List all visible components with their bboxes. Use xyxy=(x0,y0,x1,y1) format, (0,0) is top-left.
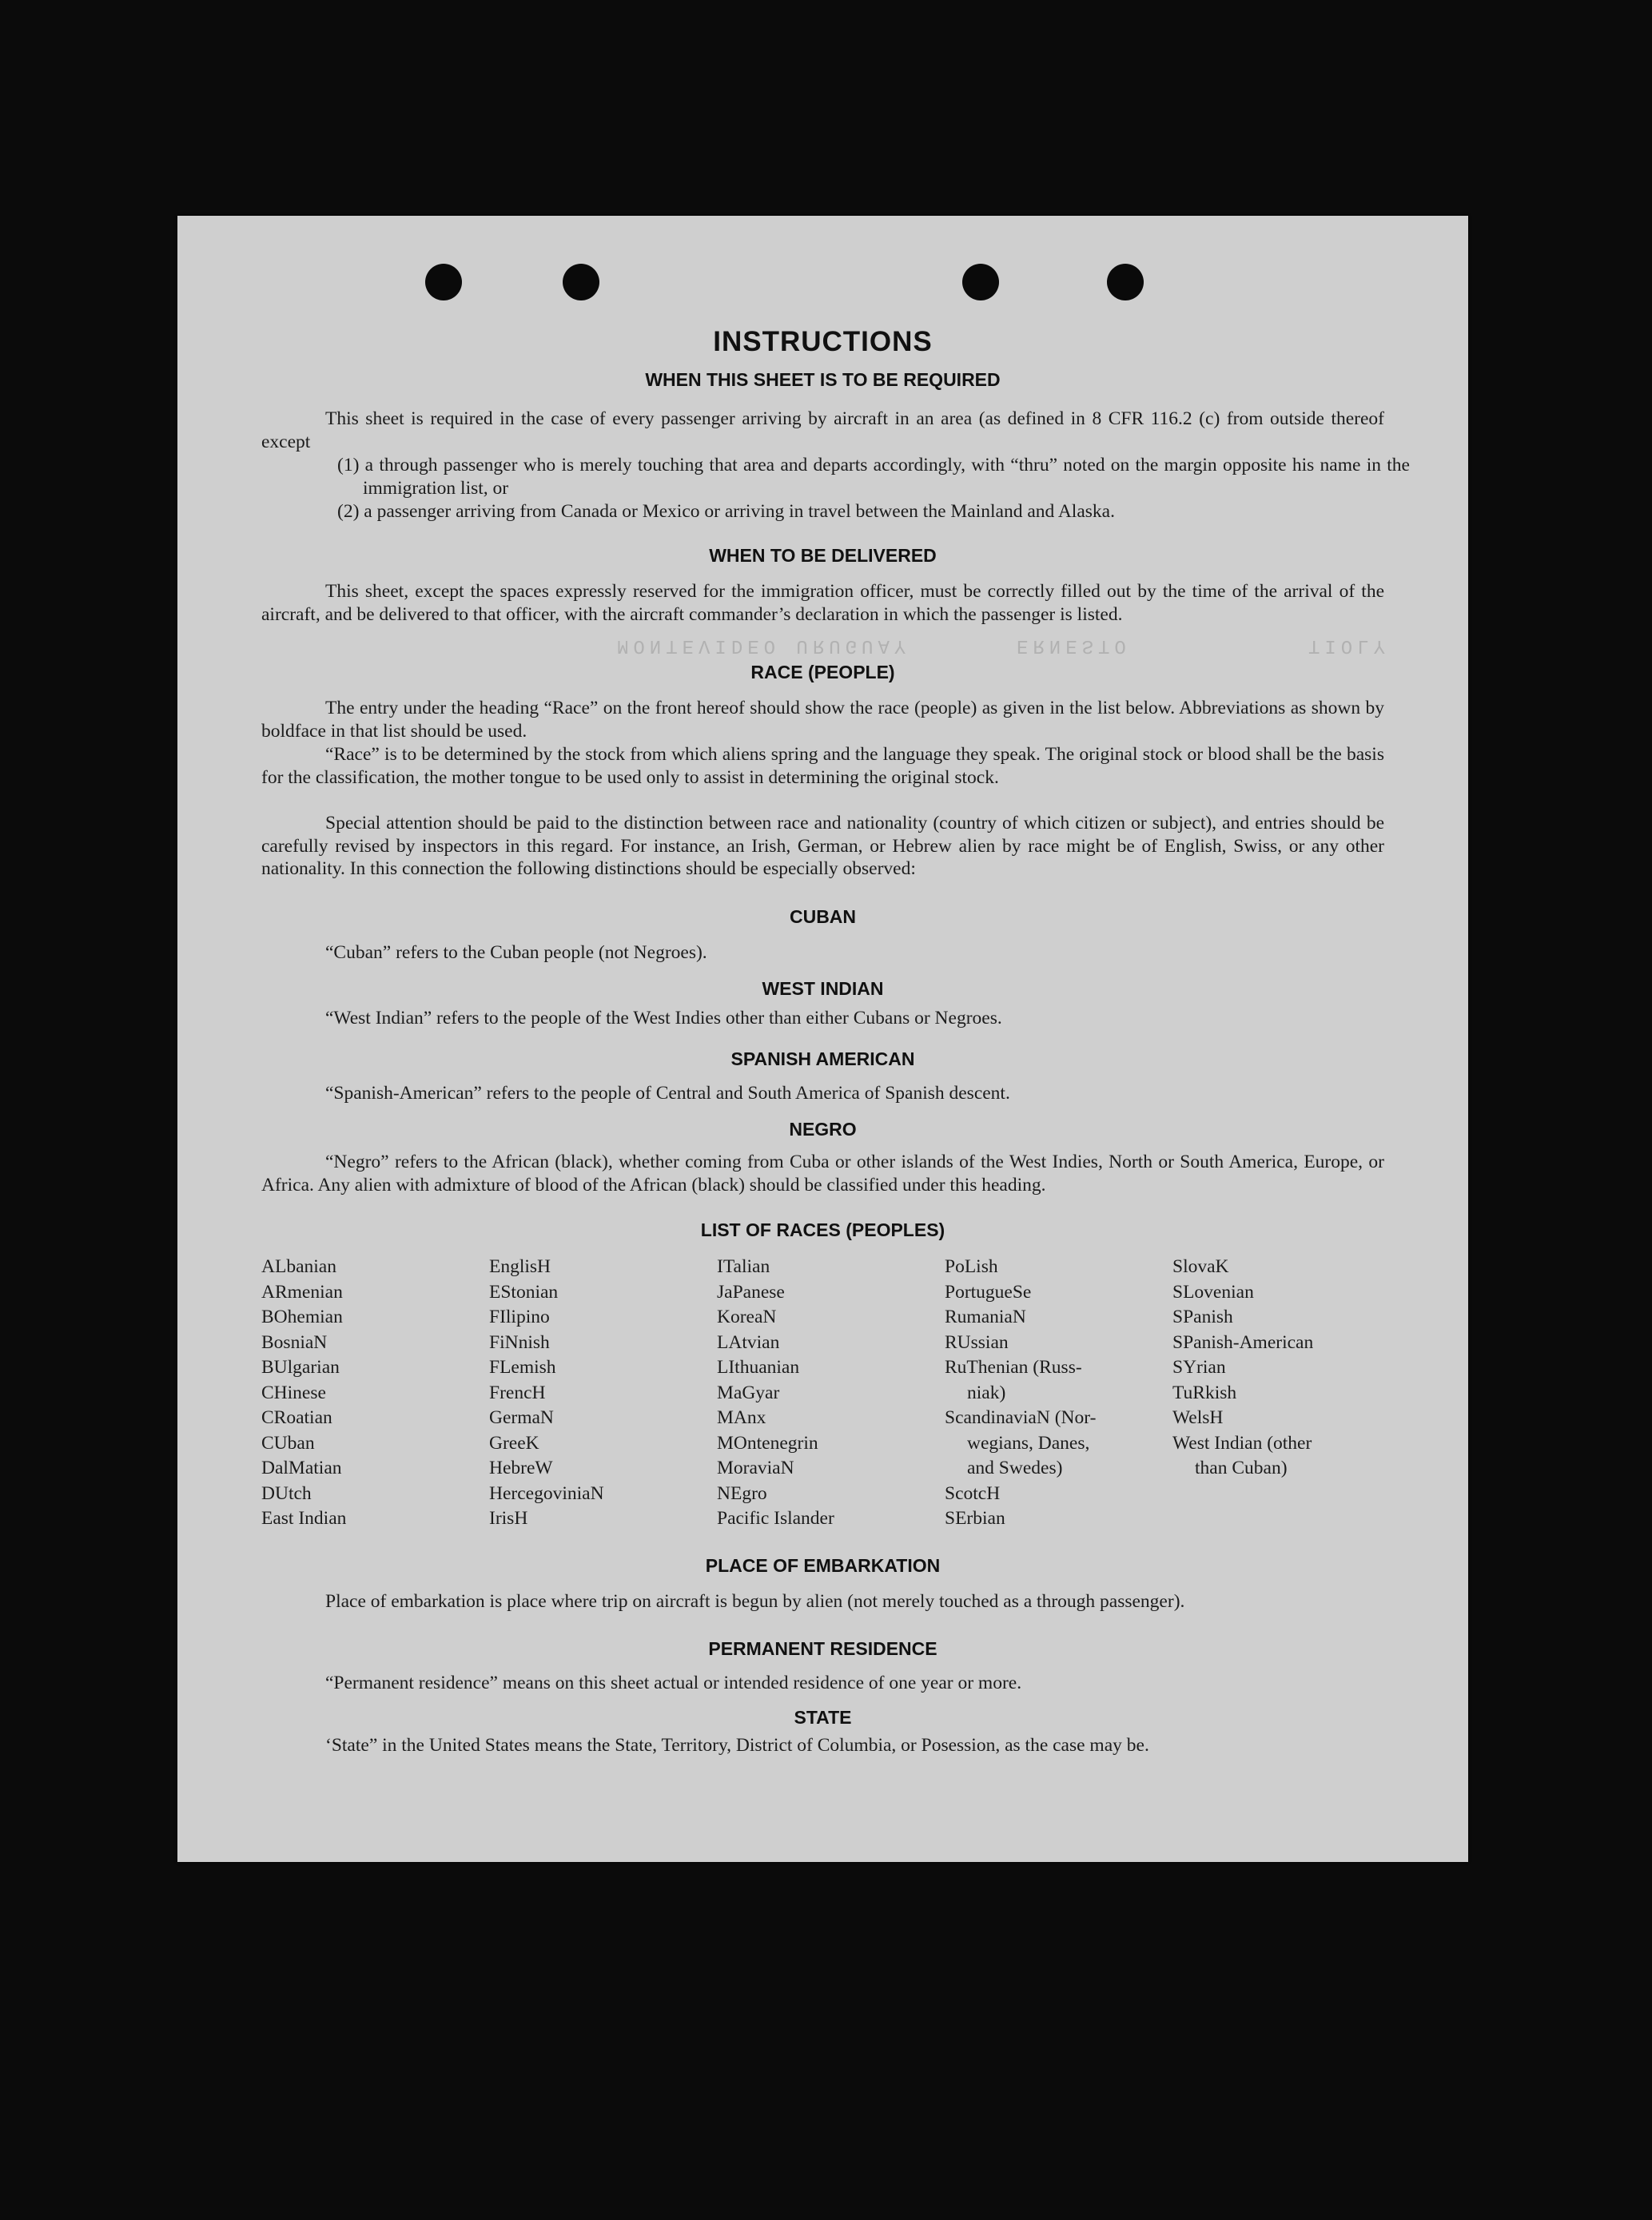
race-item: HercegoviniaN xyxy=(489,1482,604,1504)
punch-hole xyxy=(563,264,599,300)
race-item: RuThenian (Russ- xyxy=(945,1357,1082,1378)
section-heading: CUBAN xyxy=(789,906,857,927)
race-item: WelsH xyxy=(1172,1407,1224,1428)
page-title: INSTRUCTIONS xyxy=(713,326,933,357)
section-heading: WHEN THIS SHEET IS TO BE REQUIRED xyxy=(645,369,1001,390)
bleed-through: TIOLY xyxy=(1308,635,1391,656)
paragraph: ‘State” in the United States means the State, Territory, District of Columbia, or Posession, as the case may be. xyxy=(325,1735,1149,1756)
race-item: ITalian xyxy=(717,1256,770,1277)
punch-hole xyxy=(962,264,999,300)
section-heading: NEGRO xyxy=(789,1119,857,1140)
race-item: RUssian xyxy=(945,1331,1009,1353)
race-item: MOntenegrin xyxy=(717,1432,818,1454)
race-item: MAnx xyxy=(717,1407,766,1428)
race-column xyxy=(945,1255,1096,1532)
race-item: IrisH xyxy=(489,1508,528,1529)
race-item: niak) xyxy=(967,1382,1006,1403)
section-heading: PERMANENT RESIDENCE xyxy=(708,1638,937,1659)
section-heading: WEST INDIAN xyxy=(762,978,884,999)
list-item: (2) a passenger arriving from Canada or Mexico or arriving in travel between the Mainland and Alaska. xyxy=(337,501,1115,522)
race-item: SLovenian xyxy=(1172,1281,1254,1303)
race-item: CHinese xyxy=(261,1382,326,1403)
race-column xyxy=(489,1255,604,1532)
race-item: TuRkish xyxy=(1172,1382,1237,1403)
list-item: (1) a through passenger who is merely touching that area and departs accordingly, with “thru” noted on the margin opposite his name in the immigration list, or xyxy=(337,455,1410,499)
race-item: SYrian xyxy=(1172,1357,1226,1378)
race-item: CUban xyxy=(261,1432,315,1454)
race-item: LIthuanian xyxy=(717,1357,800,1378)
paragraph: Place of embarkation is place where trip on aircraft is begun by alien (not merely touched as a through passenger). xyxy=(325,1591,1185,1612)
section-heading: PLACE OF EMBARKATION xyxy=(705,1555,941,1576)
race-item: SlovaK xyxy=(1172,1256,1229,1277)
race-item: RumaniaN xyxy=(945,1307,1026,1327)
race-item: SErbian xyxy=(945,1508,1005,1529)
race-item: FLemish xyxy=(489,1357,556,1378)
race-item: GermaN xyxy=(489,1407,554,1428)
race-item: LAtvian xyxy=(717,1331,780,1353)
race-item: NEgro xyxy=(717,1482,767,1504)
document-sheet xyxy=(177,216,1468,1862)
race-item: MoraviaN xyxy=(717,1458,794,1478)
section-heading: SPANISH AMERICAN xyxy=(730,1048,915,1069)
race-item: East Indian xyxy=(261,1508,347,1529)
paragraph: “Race” is to be determined by the stock from which aliens spring and the language they speak. The original stock or blood shall be the basis for the classification, the mother tongue to be used only to assist in determining the original stock. xyxy=(261,744,1384,788)
race-column xyxy=(717,1255,834,1532)
section-heading: LIST OF RACES (PEOPLES) xyxy=(700,1219,945,1240)
race-item: West Indian (other xyxy=(1172,1432,1312,1454)
paragraph: “Negro” refers to the African (black), whether coming from Cuba or other islands of the West Indies, North or South America, Europe, or Africa. Any alien with admixture of blood of the African (black) should be classified under this heading. xyxy=(261,1152,1384,1196)
punch-hole xyxy=(425,264,462,300)
race-item: Pacific Islander xyxy=(717,1508,834,1529)
paragraph: The entry under the heading “Race” on the front hereof should show the race (people) as given in the list below. Abbreviations as shown by boldface in that list should be used. xyxy=(261,698,1384,742)
paragraph: This sheet is required in the case of every passenger arriving by aircraft in an area (as defined in 8 CFR 116.2 (c) from outside thereof except xyxy=(261,408,1384,452)
paragraph: “Spanish-American” refers to the people of Central and South America of Spanish descent. xyxy=(325,1083,1010,1104)
race-item: DalMatian xyxy=(261,1458,342,1478)
race-item: PoLish xyxy=(945,1256,998,1277)
section-heading: STATE xyxy=(794,1707,852,1728)
race-item: SPanish xyxy=(1172,1307,1233,1327)
race-item: PortugueSe xyxy=(945,1281,1032,1303)
section-heading: RACE (PEOPLE) xyxy=(750,662,895,682)
race-item: EStonian xyxy=(489,1281,559,1303)
race-item: FiNnish xyxy=(489,1331,550,1353)
race-item: FIlipino xyxy=(489,1307,550,1327)
race-column xyxy=(261,1255,346,1532)
paragraph: “Permanent residence” means on this sheet actual or intended residence of one year or more. xyxy=(325,1673,1022,1693)
race-item: BOhemian xyxy=(261,1307,343,1327)
race-item: and Swedes) xyxy=(967,1458,1063,1478)
punch-hole xyxy=(1107,264,1144,300)
bleed-through: MONTEVIDEO URUGUAY xyxy=(617,635,911,656)
race-item: CRoatian xyxy=(261,1407,332,1428)
race-item: ScotcH xyxy=(945,1482,1001,1504)
race-item: JaPanese xyxy=(717,1281,785,1303)
race-item: BosniaN xyxy=(261,1331,328,1353)
race-item: than Cuban) xyxy=(1195,1458,1288,1478)
race-item: wegians, Danes, xyxy=(967,1432,1090,1454)
race-item: ARmenian xyxy=(261,1281,343,1303)
race-item: HebreW xyxy=(489,1458,553,1478)
paragraph: “West Indian” refers to the people of the West Indies other than either Cubans or Negroes. xyxy=(325,1008,1002,1028)
race-item: EnglisH xyxy=(489,1256,551,1277)
race-item: FrencH xyxy=(489,1382,546,1403)
race-item: BUlgarian xyxy=(261,1357,340,1378)
paragraph: “Cuban” refers to the Cuban people (not Negroes). xyxy=(325,942,707,963)
bleed-through: ERNESTO xyxy=(1017,635,1131,656)
race-item: ScandinaviaN (Nor- xyxy=(945,1407,1097,1428)
race-column xyxy=(1172,1255,1313,1482)
section-heading: WHEN TO BE DELIVERED xyxy=(709,545,937,566)
race-item: KoreaN xyxy=(717,1307,777,1327)
race-item: SPanish-American xyxy=(1172,1331,1314,1353)
race-item: ALbanian xyxy=(261,1256,336,1277)
race-item: GreeK xyxy=(489,1432,539,1454)
race-item: MaGyar xyxy=(717,1382,780,1403)
race-item: DUtch xyxy=(261,1482,312,1504)
paragraph: Special attention should be paid to the distinction between race and nationality (country of which citizen or subject), and entries should be carefully revised by inspectors in this regard. For instance, an Irish, German, or Hebrew alien by race might be of English, Swiss, or any other nationality. In this connection the following distinctions should be especially observed: xyxy=(261,813,1384,879)
paragraph: This sheet, except the spaces expressly reserved for the immigration officer, must be correctly filled out by the time of the arrival of the aircraft, and be delivered to that officer, with the aircraft commander’s declaration in which the passenger is listed. xyxy=(261,581,1384,625)
